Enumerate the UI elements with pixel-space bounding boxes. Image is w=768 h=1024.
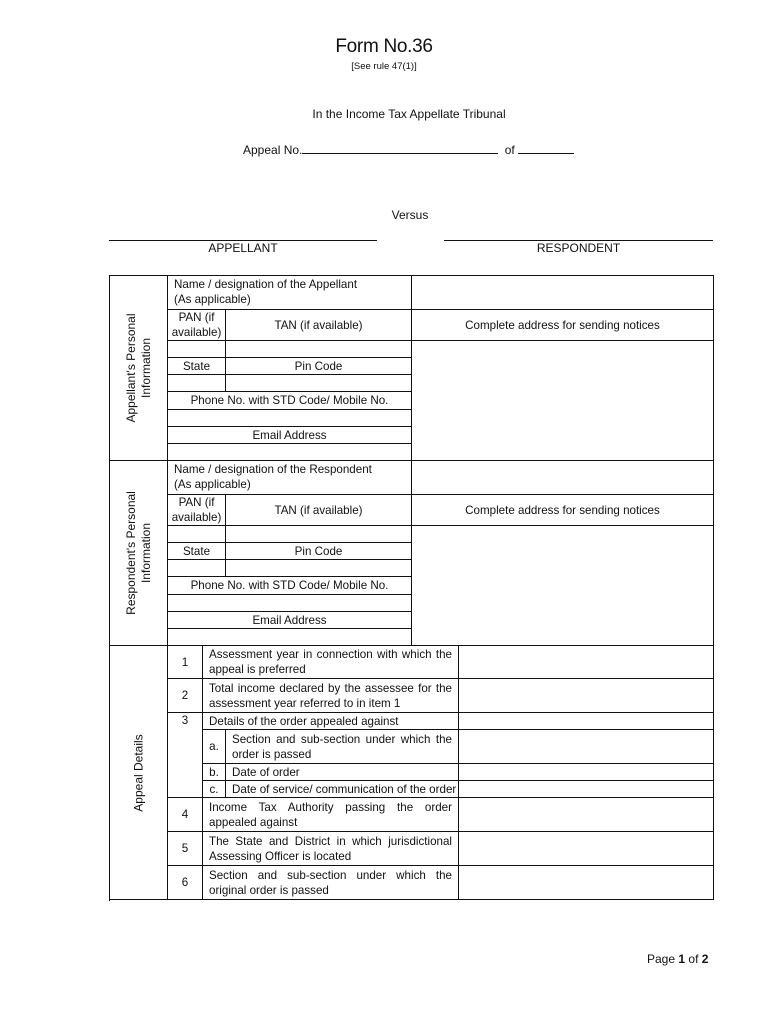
item-3a-field[interactable] <box>459 730 714 764</box>
respondent-email-field[interactable] <box>168 629 412 646</box>
appellant-label: APPELLANT <box>208 241 278 255</box>
tribunal-heading: In the Income Tax Appellate Tribunal <box>312 107 506 121</box>
appeal-details-side-label: Appeal Details <box>110 646 168 900</box>
respondent-name-label: Name / designation of the Respondent (As applicable) <box>168 461 412 495</box>
item-6-field[interactable] <box>459 866 714 900</box>
item-3b-field[interactable] <box>459 764 714 781</box>
item-text: Section and sub-section under which the original order is passed <box>203 866 459 900</box>
appellant-phone-label: Phone No. with STD Code/ Mobile No. <box>168 392 412 410</box>
respondent-state-label: State <box>168 543 226 560</box>
item-number: 2 <box>168 679 203 713</box>
item-text: Assessment year in connection with which the appeal is preferred <box>203 646 459 679</box>
appellant-email-label: Email Address <box>168 427 412 444</box>
respondent-address-label: Complete address for sending notices <box>412 495 714 526</box>
respondent-name-field[interactable] <box>412 461 714 495</box>
item-text: The State and District in which jurisdictional Assessing Officer is located <box>203 832 459 866</box>
versus-label: Versus <box>391 208 429 222</box>
page-number: Page 1 of 2 <box>647 952 709 966</box>
appellant-tan-field[interactable] <box>226 341 412 358</box>
respondent-tan-label: TAN (if available) <box>226 495 412 526</box>
appellant-email-field[interactable] <box>168 444 412 461</box>
sub-item-text: Date of order <box>226 764 459 781</box>
respondent-email-label: Email Address <box>168 612 412 629</box>
respondent-pan-field[interactable] <box>168 526 226 543</box>
respondent-info-side-label: Respondent's Personal Information <box>110 461 168 646</box>
appeal-label: Appeal No. <box>243 143 303 157</box>
appellant-pan-label: PAN (if available) <box>168 310 226 341</box>
sub-item-text: Date of service/ communication of the order <box>226 781 459 798</box>
of-label: of <box>504 143 515 157</box>
item-3-field[interactable] <box>459 713 714 730</box>
item-number: 4 <box>168 798 203 832</box>
appeal-year-blank[interactable] <box>518 141 574 154</box>
respondent-pan-label: PAN (if available) <box>168 495 226 526</box>
appellant-info-side-label: Appellant's Personal Information <box>110 276 168 461</box>
appeal-number-line <box>243 141 574 157</box>
item-text: Income Tax Authority passing the order appealed against <box>203 798 459 832</box>
current-page: 1 <box>678 952 686 966</box>
respondent-phone-field[interactable] <box>168 595 412 612</box>
sub-item-text: Section and sub-section under which the order is passed <box>226 730 459 764</box>
respondent-label: RESPONDENT <box>536 241 621 255</box>
form-rule-reference: [See rule 47(1)] <box>351 61 417 72</box>
appellant-pincode-label: Pin Code <box>226 358 412 375</box>
item-text: Details of the order appealed against <box>203 713 459 730</box>
item-4-field[interactable] <box>459 798 714 832</box>
respondent-phone-label: Phone No. with STD Code/ Mobile No. <box>168 577 412 595</box>
appellant-address-field[interactable] <box>412 341 714 461</box>
appellant-phone-field[interactable] <box>168 410 412 427</box>
item-number: 3 <box>168 713 203 798</box>
appellant-tan-label: TAN (if available) <box>226 310 412 341</box>
item-2-field[interactable] <box>459 679 714 713</box>
appellant-name-label: Name / designation of the Appellant (As applicable) <box>168 276 412 310</box>
appellant-state-label: State <box>168 358 226 375</box>
item-number: 1 <box>168 646 203 679</box>
appellant-name-field[interactable] <box>412 276 714 310</box>
appeal-form-table <box>109 275 714 900</box>
appellant-pan-field[interactable] <box>168 341 226 358</box>
respondent-pincode-label: Pin Code <box>226 543 412 560</box>
item-number: 5 <box>168 832 203 866</box>
item-3c-field[interactable] <box>459 781 714 798</box>
sub-item-letter: c. <box>203 781 226 798</box>
appellant-pincode-field[interactable] <box>226 375 412 392</box>
appellant-address-label: Complete address for sending notices <box>412 310 714 341</box>
item-5-field[interactable] <box>459 832 714 866</box>
respondent-tan-field[interactable] <box>226 526 412 543</box>
appellant-state-field[interactable] <box>168 375 226 392</box>
item-1-field[interactable] <box>459 646 714 679</box>
form-title: Form No.36 <box>335 36 433 57</box>
sub-item-letter: b. <box>203 764 226 781</box>
respondent-pincode-field[interactable] <box>226 560 412 577</box>
respondent-state-field[interactable] <box>168 560 226 577</box>
item-text: Total income declared by the assessee for the assessment year referred to in item 1 <box>203 679 459 713</box>
total-pages: 2 <box>701 952 709 966</box>
respondent-address-field[interactable] <box>412 526 714 646</box>
appeal-number-blank[interactable] <box>302 141 498 154</box>
item-number: 6 <box>168 866 203 900</box>
sub-item-letter: a. <box>203 730 226 764</box>
